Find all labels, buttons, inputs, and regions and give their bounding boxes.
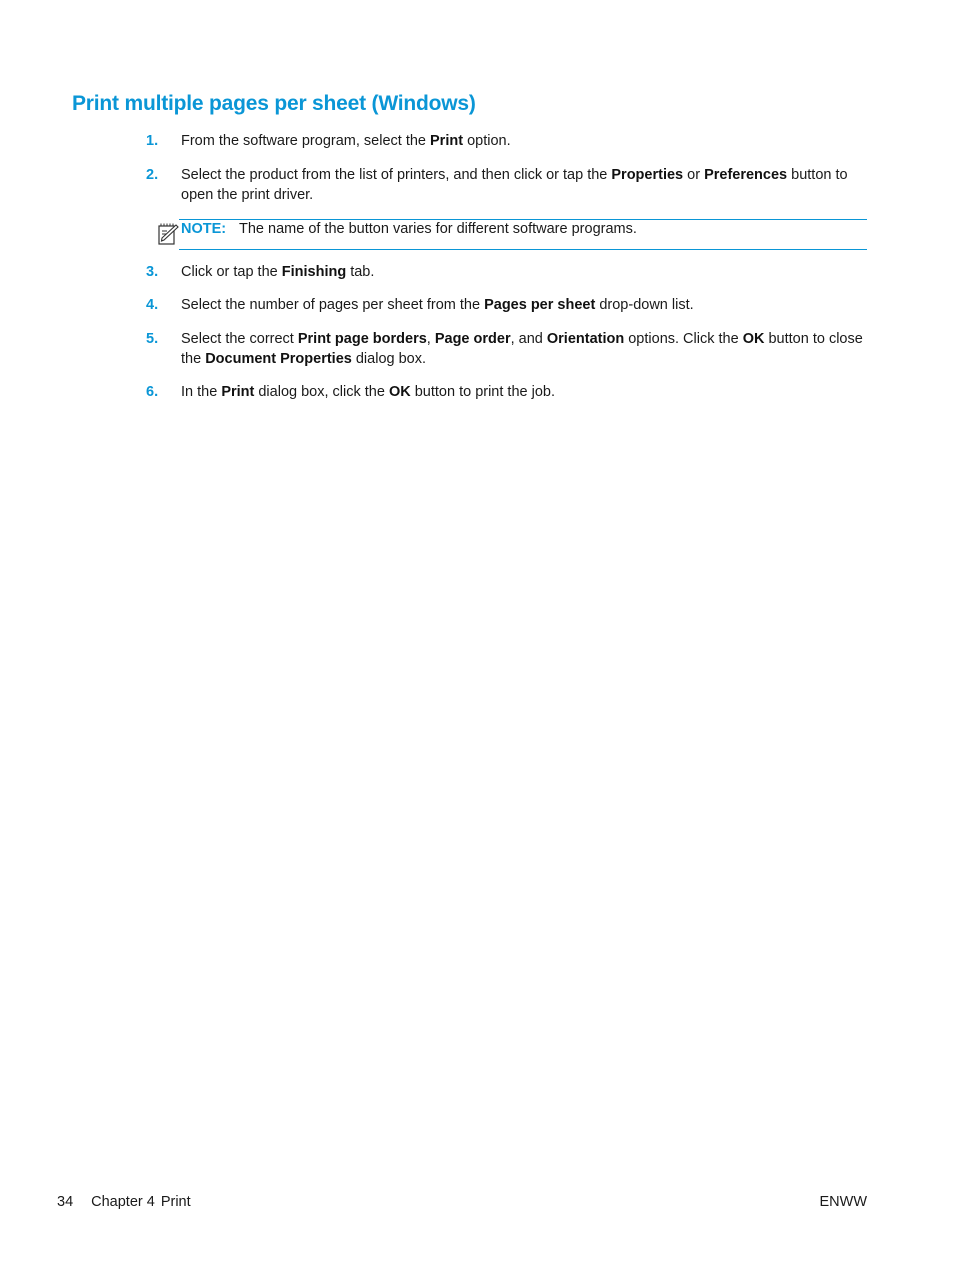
step-number: 5. — [146, 331, 159, 347]
step-text: Select the product from the list of printers, and then click or tap the Properties or Preferences button to open the print driver. — [181, 167, 848, 203]
step-text: Select the correct Print page borders, Page order, and Orientation options. Click the OK button to close the Document Properties dialog box. — [181, 331, 863, 367]
step-number: 2. — [146, 167, 159, 183]
ui-term: Properties — [611, 167, 684, 183]
note-label: NOTE: — [181, 221, 227, 237]
ui-term: Finishing — [281, 264, 347, 280]
note-bottom-rule — [179, 249, 867, 250]
step-number: 6. — [146, 384, 159, 400]
page-title: Print multiple pages per sheet (Windows) — [72, 92, 476, 115]
step-number: 3. — [146, 264, 159, 280]
note-box — [157, 219, 867, 249]
note-text: The name of the button varies for different software programs. — [239, 221, 637, 237]
ui-term: Document Properties — [205, 350, 352, 367]
note-pad-icon — [157, 222, 179, 246]
ui-term: Print page borders — [297, 331, 427, 347]
ui-term: Page order — [434, 331, 511, 347]
step-text: In the Print dialog box, click the OK button to print the job. — [181, 384, 555, 400]
ui-term: OK — [388, 384, 411, 400]
ui-term: Pages per sheet — [484, 297, 596, 313]
step-number: 1. — [146, 133, 159, 149]
footer-left — [57, 1193, 191, 1211]
step-text: Select the number of pages per sheet from the Pages per sheet drop-down list. — [181, 297, 694, 313]
ui-term: Preferences — [704, 167, 788, 183]
step-text: From the software program, select the Print option. — [181, 133, 511, 149]
footer-section: Print — [160, 1194, 191, 1210]
step-number: 4. — [146, 297, 159, 313]
ui-term: Orientation — [546, 331, 625, 347]
ui-term: Print — [221, 384, 255, 400]
page-number: 34 — [57, 1194, 74, 1210]
footer-chapter: Chapter 4 — [91, 1194, 155, 1210]
step-text: Click or tap the Finishing tab. — [181, 264, 375, 280]
ui-term: Print — [430, 133, 464, 149]
ui-term: OK — [742, 331, 765, 347]
footer-right: ENWW — [819, 1194, 867, 1210]
